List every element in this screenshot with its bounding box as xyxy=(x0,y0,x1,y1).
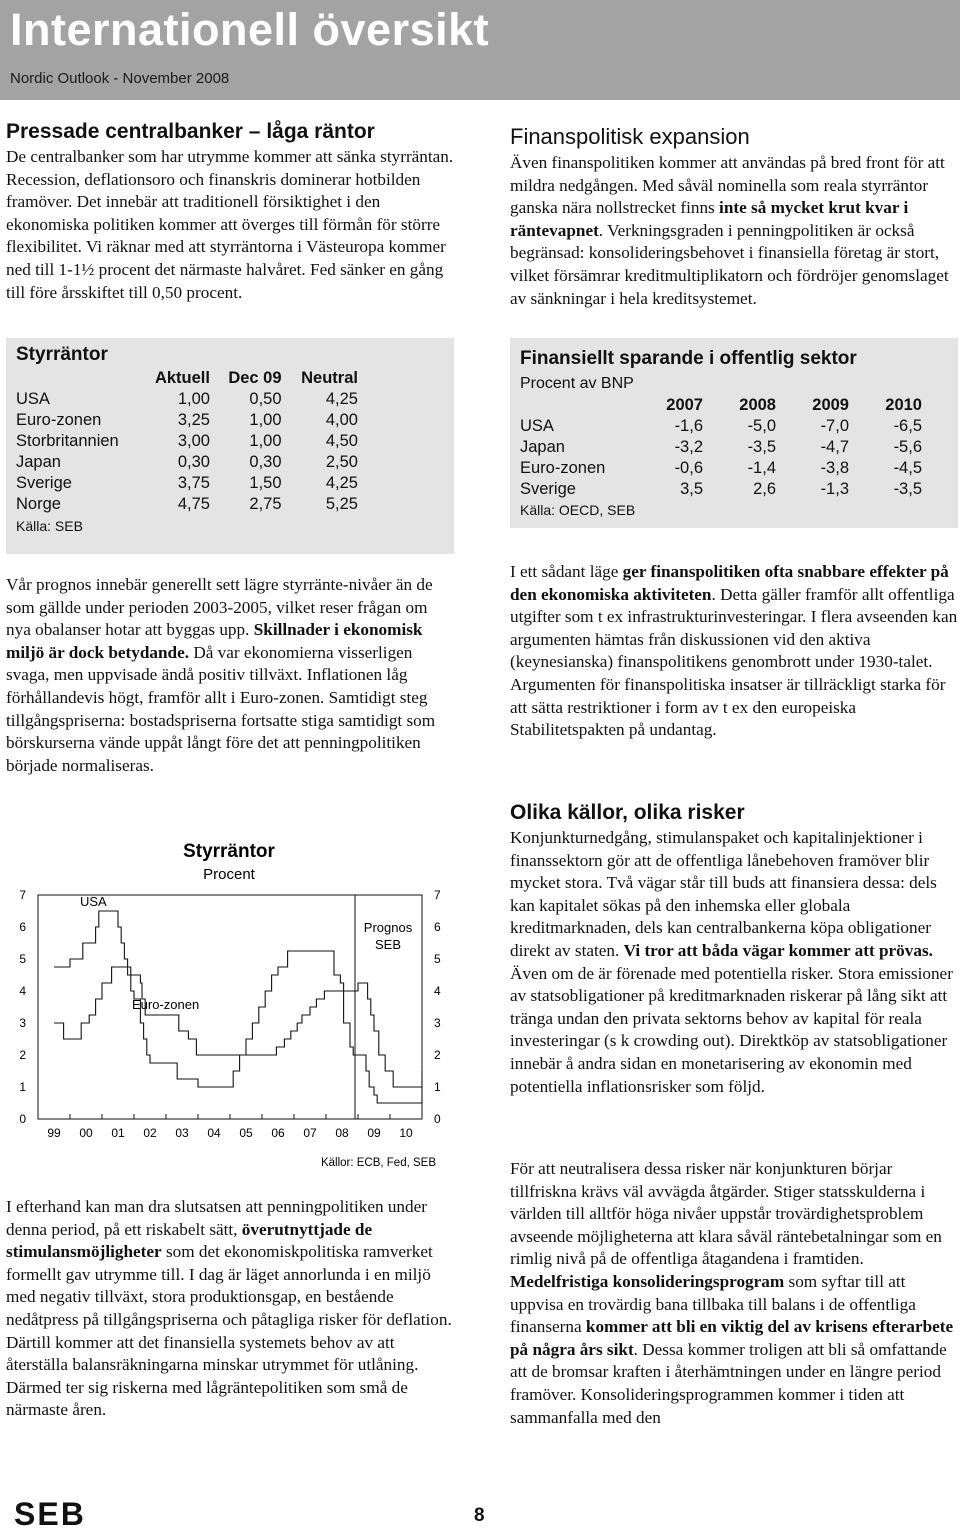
box-title: Finansiellt sparande i offentlig sektor xyxy=(520,348,857,369)
page-number: 8 xyxy=(474,1505,485,1526)
table-header: 2007 xyxy=(666,396,703,414)
table-cell: -4,7 xyxy=(820,438,849,456)
table-row xyxy=(16,494,358,515)
table-cell: 4,75 xyxy=(177,495,210,513)
x-tick-label: 03 xyxy=(175,1126,189,1140)
page-header xyxy=(0,0,960,100)
seb-logo-text: SEB xyxy=(14,1497,86,1529)
table-row xyxy=(520,479,922,500)
text-run: Konjunkturnedgång, stimulanspaket och kapitalinjektioner i finanssektorn gör att de offentliga lånebehoven framöver blir mycket stora. Två vägar står till buds att finansiera dessa: dels kan kapitalet sökas på den inhemska eller globala kreditmarknaden, dels kan centralbankerna köpa obligationer direkt av staten. xyxy=(510,828,937,960)
y-axis-right xyxy=(434,888,441,1126)
y-tick-label: 6 xyxy=(19,920,26,934)
x-tick-label: 08 xyxy=(335,1126,349,1140)
paragraph xyxy=(510,152,958,310)
table-header-row xyxy=(16,368,358,389)
table-cell: Norge xyxy=(16,495,61,513)
table-cell: -1,3 xyxy=(820,480,849,498)
paragraph xyxy=(510,1158,958,1429)
table-row xyxy=(16,452,358,473)
y-tick-label: 7 xyxy=(434,888,441,902)
table-cell: -4,5 xyxy=(893,459,922,477)
table-cell: 4,00 xyxy=(325,411,358,429)
table-row xyxy=(16,389,358,410)
y-tick-label: 5 xyxy=(434,952,441,966)
table-cell: -0,6 xyxy=(674,459,703,477)
seb-logo xyxy=(14,1497,94,1529)
bold-run: överutnyttjade de stimulansmöjligheter xyxy=(6,1219,373,1262)
table-cell: Euro-zonen xyxy=(520,459,606,477)
bold-run: inte så mycket krut kvar i räntevapnet xyxy=(510,198,909,240)
chart-title: Styrräntor xyxy=(183,841,275,862)
annotation-prognos xyxy=(364,920,413,952)
y-tick-label: 3 xyxy=(19,1016,26,1030)
table-row xyxy=(520,437,922,458)
paragraph xyxy=(510,561,958,742)
bold-run: Medelfristiga konsolideringsprogram xyxy=(510,1271,785,1291)
page-title: Internationell översikt xyxy=(10,4,490,55)
styrrantor-table xyxy=(16,368,358,515)
table-cell: -1,4 xyxy=(747,459,776,477)
series-line-euro-zonen xyxy=(54,967,422,1087)
table-cell: 3,25 xyxy=(177,411,210,429)
table-cell: Euro-zonen xyxy=(16,411,102,429)
text-run: Även finanspolitiken kommer att användas på bred front för att mildra nedgången. Med såväl nominella som reala styrräntor ganska nära nollstrecket finns xyxy=(510,153,945,218)
text-run: som det ekonomiskpolitiska ramverket formellt gav utrymme till. I dag är läget annorlunda i en miljö med negativ tillväxt, stora produktionsgap, en bestående nedåtpress på tillgångspriserna och påtagliga risker för deflation. Därtill kommer att det finansiella systemets behov av att återställa balansräkningarna minskar utrymmet för utlåning. Därmed ter sig riskerna med lågräntepolitiken som små de närmaste åren. xyxy=(6,1242,452,1420)
x-axis xyxy=(47,1114,413,1140)
sparande-table xyxy=(520,395,922,500)
table-cell: 3,5 xyxy=(680,480,703,498)
annotation-prognos-line2: SEB xyxy=(374,937,402,952)
table-source: Källa: SEB xyxy=(16,518,83,534)
table-cell: 1,50 xyxy=(249,474,282,492)
text-run: Även om de är förenade med potentiella risker. Stora emissioner av statsobligationer på kreditmarknaden riskerar på lång sikt att tränga undan den privata sektorns behov av kapital för reala investeringar (s k crowding out). Direktköp av statsobligationer innebär å andra sidan en monetarisering av ekonomin med potentiella inflationsrisker som följd. xyxy=(510,963,953,1096)
table-cell: 2,6 xyxy=(753,480,776,498)
table-cell: Storbritannien xyxy=(16,432,119,450)
bold-run: ger finanspolitiken ofta snabbare effekter på den ekonomiska aktiviteten xyxy=(510,562,949,604)
bold-run: kommer att bli en viktig del av krisens efterarbete på några års sikt xyxy=(510,1317,954,1359)
table-cell: 1,00 xyxy=(249,411,282,429)
table-cell: 4,25 xyxy=(325,390,358,408)
table-cell: 1,00 xyxy=(249,432,282,450)
chart-source: Källor: ECB, Fed, SEB xyxy=(320,1157,436,1169)
text-run: . Verkningsgraden i penningpolitiken är också begränsad: konsolideringsbehovet i finansiella företag är stort, vilket försämrar kreditmultiplikatorn och fördröjer genomslaget av sänkningar i hela kreditsystemet. xyxy=(510,220,949,308)
section-olika-kallor xyxy=(510,801,958,1098)
table-cell: 0,50 xyxy=(249,390,282,408)
annotation-usa: USA xyxy=(80,894,107,909)
x-tick-label: 02 xyxy=(143,1126,157,1140)
table-cell: 4,50 xyxy=(325,432,358,450)
y-axis-left xyxy=(19,888,26,1126)
y-tick-label: 4 xyxy=(19,984,26,998)
table-source: Källa: OECD, SEB xyxy=(520,502,636,518)
section-heading: Pressade centralbanker – låga räntor xyxy=(6,120,375,143)
text-run: För att neutralisera dessa risker när konjunkturen börjar tillfriskna krävs väl avvägda åtgärder. Stiger statsskulderna i världen till alltför höga nivåer uppstår trovärdighetsproblem avseende möjligheterna att klara såväl räntebetalningar som en rimlig nivå på de offentliga åtagandena i framtiden. xyxy=(510,1159,942,1269)
table-header: 2008 xyxy=(739,396,776,414)
table-header xyxy=(16,368,136,389)
table-cell: -3,5 xyxy=(893,480,922,498)
table-cell: -1,6 xyxy=(674,417,703,435)
table-header: Dec 09 xyxy=(228,369,282,387)
table-cell: USA xyxy=(520,417,554,435)
table-row xyxy=(520,416,922,437)
table-cell: Japan xyxy=(16,453,61,471)
table-cell: -5,6 xyxy=(893,438,922,456)
section-pressade-centralbanker xyxy=(6,120,454,304)
x-tick-label: 05 xyxy=(239,1126,253,1140)
paragraph xyxy=(6,1196,454,1422)
y-tick-label: 2 xyxy=(19,1048,26,1062)
text-run: Vår prognos innebär generellt sett lägre styrränte-nivåer än de som gällde under perioden 2003-2005, vilket reser frågan om nya obalanser hotar att byggas upp. xyxy=(6,575,433,640)
table-cell: 3,75 xyxy=(177,474,210,492)
text-run: som syftar till att uppvisa en trovärdig bana tillbaka till balans i de offentliga finanserna xyxy=(510,1271,916,1337)
x-tick-label: 00 xyxy=(79,1126,93,1140)
table-cell: USA xyxy=(16,390,50,408)
table-cell: Sverige xyxy=(16,474,72,492)
annotation-prognos-line1: Prognos xyxy=(363,920,413,935)
x-tick-label: 10 xyxy=(399,1126,413,1140)
y-tick-label: 3 xyxy=(434,1016,441,1030)
y-tick-label: 0 xyxy=(19,1112,26,1126)
y-tick-label: 1 xyxy=(434,1080,441,1094)
y-tick-label: 0 xyxy=(434,1112,441,1126)
table-cell: 0,30 xyxy=(177,453,210,471)
table-cell: Sverige xyxy=(520,480,576,498)
bold-run: Skillnader i ekonomisk miljö är dock betydande. xyxy=(6,620,423,662)
text-run: . Dessa kommer troligen att bli så omfattande att de bromsar kraften i återhämtningen under en längre period framöver. Konsolideringsprogrammen kommer i tiden att sammanfalla med den xyxy=(510,1339,947,1427)
section-neutralisera-risker xyxy=(510,1158,958,1429)
table-cell: 5,25 xyxy=(325,495,358,513)
finansiellt-sparande-box xyxy=(510,338,958,528)
section-heading: Finanspolitisk expansion xyxy=(510,124,750,149)
text-run: I efterhand kan man dra slutsatsen att penningpolitiken under denna period, på ett riskabelt sätt, xyxy=(6,1197,427,1239)
table-cell: -7,0 xyxy=(820,417,849,435)
annotation-euro-zonen: Euro-zonen xyxy=(132,997,200,1012)
table-header: Neutral xyxy=(301,369,358,387)
text-run: I ett sådant läge xyxy=(510,562,623,581)
box-subtitle: Procent av BNP xyxy=(520,375,634,392)
section-prognos xyxy=(6,574,454,777)
table-cell: 3,00 xyxy=(177,432,210,450)
table-cell: -3,8 xyxy=(820,459,849,477)
x-tick-label: 06 xyxy=(271,1126,285,1140)
table-header-row xyxy=(520,395,922,416)
y-tick-label: 6 xyxy=(434,920,441,934)
table-header: 2009 xyxy=(812,396,849,414)
table-cell: -3,5 xyxy=(747,438,776,456)
y-tick-label: 2 xyxy=(434,1048,441,1062)
table-row xyxy=(16,431,358,452)
y-tick-label: 1 xyxy=(19,1080,26,1094)
y-tick-label: 7 xyxy=(19,888,26,902)
paragraph xyxy=(510,827,958,1098)
table-cell: 0,30 xyxy=(249,453,282,471)
styrrantor-table-box xyxy=(6,338,454,554)
table-cell: -3,2 xyxy=(674,438,703,456)
x-tick-label: 09 xyxy=(367,1126,381,1140)
table-cell: Japan xyxy=(520,438,565,456)
table-cell: 1,00 xyxy=(177,390,210,408)
table-header: 2010 xyxy=(885,396,922,414)
y-tick-label: 5 xyxy=(19,952,26,966)
table-cell: 2,50 xyxy=(325,453,358,471)
table-row xyxy=(520,458,922,479)
chart-series xyxy=(54,911,422,1103)
table-header xyxy=(520,395,630,416)
bold-run: Vi tror att båda vägar kommer att prövas. xyxy=(623,940,933,960)
x-tick-label: 04 xyxy=(207,1126,221,1140)
x-tick-label: 99 xyxy=(47,1126,61,1140)
text-run: Då var ekonomierna visserligen svaga, men uppvisade ändå positiv tillväxt. Inflationen låg förhållandevis högt, framför allt i Euro-zonen. Samtidigt steg tillgångspriserna: bostadspriserna fortsatte stiga samtidigt som börskurserna vände uppåt långt före det att penningpolitiken började normaliseras. xyxy=(6,642,436,775)
chart-subtitle: Procent xyxy=(203,866,255,883)
paragraph xyxy=(6,574,454,777)
section-finanspolitisk-expansion xyxy=(510,124,958,310)
table-row xyxy=(16,473,358,494)
table-cell: -5,0 xyxy=(747,417,776,435)
box-title: Styrräntor xyxy=(16,344,108,365)
paragraph: De centralbanker som har utrymme kommer att sänka styrräntan. Recession, deflationsoro och finanskris dominerar hotbilden framöver. Det innebär att traditionell försiktighet i den ekonomiska politiken kommer att överges till förmån för större flexibilitet. Vi räknar med att styrräntorna i Västeuropa kommer ned till 1-1½ procent det närmaste halvåret. Fed sänker en gång till före årsskiftet till 0,50 procent. xyxy=(6,147,454,302)
table-cell: -6,5 xyxy=(893,417,922,435)
table-cell: 2,75 xyxy=(249,495,282,513)
table-cell: 4,25 xyxy=(325,474,358,492)
styrrantor-chart xyxy=(0,835,460,1175)
series-line-usa xyxy=(54,911,422,1103)
page-subtitle: Nordic Outlook - November 2008 xyxy=(10,70,230,87)
table-row xyxy=(16,410,358,431)
y-tick-label: 4 xyxy=(434,984,441,998)
section-efterhand xyxy=(6,1196,454,1422)
section-finanspolitik-effekter xyxy=(510,561,958,742)
x-tick-label: 01 xyxy=(111,1126,125,1140)
section-heading: Olika källor, olika risker xyxy=(510,801,745,824)
x-tick-label: 07 xyxy=(303,1126,317,1140)
text-run: . Detta gäller framför allt offentliga utgifter som t ex infrastrukturinvesteringar. I flera avseenden kan argumenten hämtas från diskussionen vid den aktiva (keynesianska) finanspolitikens genombrott under 1930-talet. Argumenten för finanspolitiska insatser är tillräckligt starka för att sätta restriktioner i form av t ex den europeiska Stabilitetspakten på undantag. xyxy=(510,584,958,740)
table-header: Aktuell xyxy=(154,369,210,387)
